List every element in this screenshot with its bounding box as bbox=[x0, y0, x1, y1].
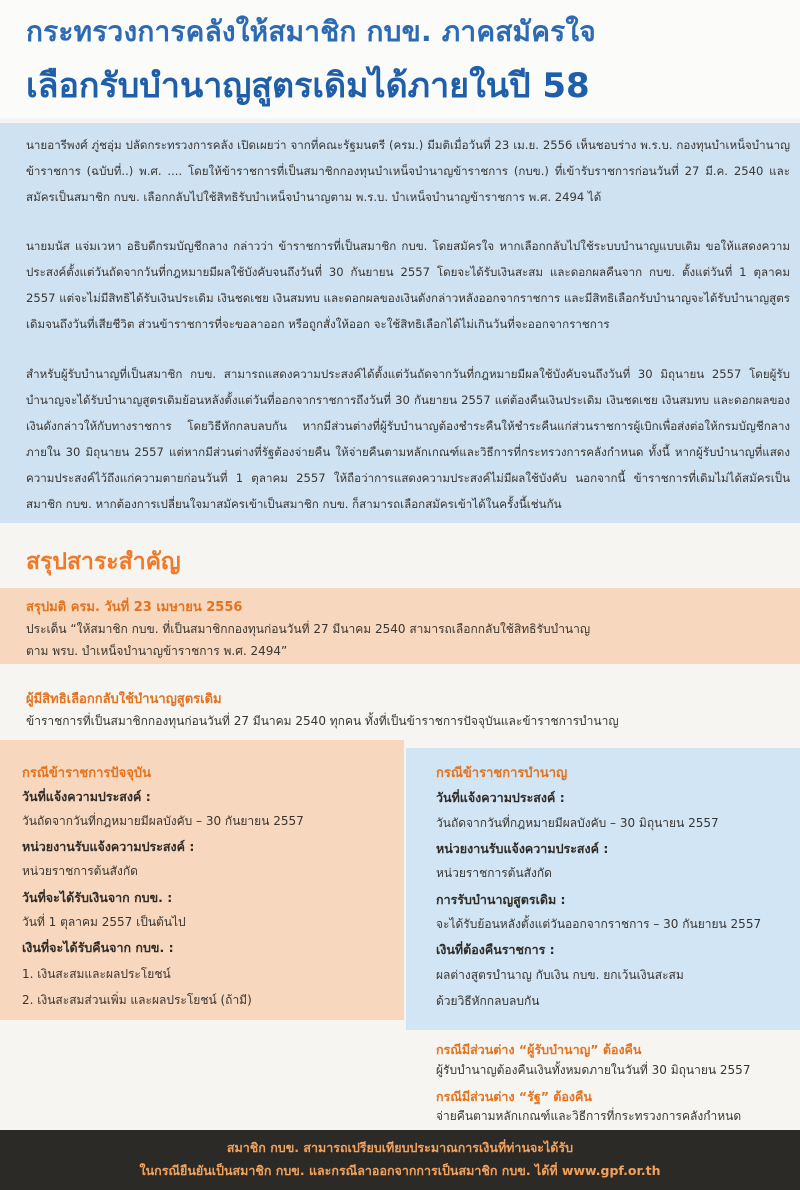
pension-agency-label: หน่วยงานรับแจ้งความประสงค์ : bbox=[436, 841, 609, 856]
header bbox=[0, 0, 800, 118]
pension-formula-value: จะได้รับย้อนหลังตั้งแต่วันออกจากราชการ – 30 กันยายน 2557 bbox=[436, 917, 762, 931]
current-notify-date-label: วันที่แจ้งความประสงค์ : bbox=[22, 789, 151, 804]
pension-formula-label: การรับบำนาญสูตรเดิม : bbox=[436, 892, 566, 907]
pensioners-heading: กรณีข้าราชการบำนาญ bbox=[436, 766, 568, 781]
footer-line-2: ในกรณียืนยันเป็นสมาชิก กบข. และกรณีลาออกจากการเป็นสมาชิก กบข. ได้ที่ www.gpf.or.th bbox=[139, 1163, 661, 1178]
pension-return-line-2: ด้วยวิธีหักกลบลบกัน bbox=[436, 994, 540, 1008]
pensioner-difference-text: ผู้รับบำนาญต้องคืนเงินทั้งหมดภายในวันที่ 30 มิถุนายน 2557 bbox=[436, 1063, 751, 1077]
current-agency-label: หน่วยงานรับแจ้งความประสงค์ : bbox=[22, 839, 195, 854]
current-refund-item-2: 2. เงินสะสมส่วนเพิ่ม และผลประโยชน์ (ถ้ามี) bbox=[22, 993, 252, 1007]
resolution-text bbox=[26, 618, 590, 662]
current-refund-item-1: 1. เงินสะสมและผลประโยชน์ bbox=[22, 967, 171, 981]
resolution-text-line-1: ประเด็น “ให้สมาชิก กบข. ที่เป็นสมาชิกกองทุนก่อนวันที่ 27 มีนาคม 2540 สามารถเลือกกลับใช้สิทธิรับบำนาญ bbox=[26, 622, 591, 636]
summary-title: สรุปสาระสำคัญ bbox=[26, 549, 181, 575]
article-paragraph-2: นายมนัส แจ่มเวหา อธิบดีกรมบัญชีกลาง กล่าวว่า ข้าราชการที่เป็นสมาชิก กบข. โดยสมัครใจ หากเลือกกลับไปใช้ระบบบำนาญแบบเดิม ขอให้แสดงความประสงค์ตั้งแต่วันถัดจากวันที่กฎหมายมีผลใช้บังคับจนถึงวันที่ 30 กันยายน 2557 โดยจะได้รับเงินสะสม และดอกผลคืนจาก กบข. ตั้งแต่วันที่ 1 ตุลาคม 2557 แต่จะไม่มีสิทธิได้รับเงินประเดิม เงินชดเชย เงินสมทบ และดอกผลของเงินดังกล่าวหลังออกจากราชการ และมีสิทธิเลือกรับบำนาญจะได้รับบำนาญสูตรเดิมจนถึงวันที่เสียชีวิต ส่วนข้าราชการที่จะขอลาออก หรือถูกสั่งให้ออก จะใช้สิทธิเลือกได้ไม่เกินวันที่จะออกจากราชการ bbox=[26, 239, 790, 331]
pensioners-panel bbox=[406, 748, 800, 1030]
pension-return-line-1: ผลต่างสูตรบำนาญ กับเงิน กบข. ยกเว้นเงินสะสม bbox=[436, 968, 684, 982]
pensioner-difference-heading: กรณีมีส่วนต่าง “ผู้รับบำนาญ” ต้องคืน bbox=[436, 1042, 642, 1057]
state-difference-heading: กรณีมีส่วนต่าง “รัฐ” ต้องคืน bbox=[436, 1089, 592, 1104]
current-payment-date-label: วันที่จะได้รับเงินจาก กบข. : bbox=[22, 890, 173, 905]
page-title-line-1: กระทรวงการคลังให้สมาชิก กบข. ภาคสมัครใจ bbox=[26, 15, 596, 48]
resolution-text-line-2: ตาม พรบ. บำเหน็จบำนาญข้าราชการ พ.ศ. 2494” bbox=[26, 644, 288, 658]
current-officials-panel bbox=[0, 740, 404, 1020]
article-paragraph-1: นายอารีพงศ์ ภู่ชอุ่ม ปลัดกระทรวงการคลัง เปิดเผยว่า จากที่คณะรัฐมนตรี (ครม.) มีมติเมื่อวันที่ 23 เม.ย. 2556 เห็นชอบร่าง พ.ร.บ. กองทุนบำเหน็จบำนาญข้าราชการ (ฉบับที่..) พ.ศ. .... โดยให้ข้าราชการที่เป็นสมาชิกกองทุนบำเหน็จบำนาญข้าราชการ (กบข.) ที่เข้ารับราชการก่อนวันที่ 27 มี.ค. 2540 และสมัครเป็นสมาชิก กบข. เลือกกลับไปใช้สิทธิรับบำเหน็จบำนาญตาม พ.ร.บ. บำเหน็จบำนาญข้าราชการ พ.ศ. 2494 ได้ bbox=[26, 138, 790, 204]
current-notify-date-value: วันถัดจากวันที่กฎหมายมีผลบังคับ – 30 กันยายน 2557 bbox=[22, 814, 304, 828]
pension-notify-date-value: วันถัดจากวันที่กฎหมายมีผลบังคับ – 30 มิถุนายน 2557 bbox=[436, 816, 719, 830]
pension-agency-value: หน่วยราชการต้นสังกัด bbox=[436, 866, 552, 880]
article-paragraph-3: สำหรับผู้รับบำนาญที่เป็นสมาชิก กบข. สามารถแสดงความประสงค์ได้ตั้งแต่วันถัดจากวันที่กฎหมายมีผลใช้บังคับจนถึงวันที่ 30 มิถุนายน 2557 โดยผู้รับบำนาญจะได้รับบำนาญสูตรเดิมย้อนหลังตั้งแต่วันที่ออกจากราชการถึงวันที่ 30 กันยายน 2557 แต่ต้องคืนเงินประเดิม เงินชดเชย เงินสมทบ และดอกผลของเงินดังกล่าวให้กับทางราชการ โดยวิธีหักกลบลบกัน หากมีส่วนต่างที่ผู้รับบำนาญต้องชำระคืนให้ชำระคืนแก่ส่วนราชการผู้เบิกเพื่อส่งต่อให้กรมบัญชีกลางภายใน 30 มิถุนายน 2557 แต่หากมีส่วนต่างที่รัฐต้องจ่ายคืน ให้จ่ายคืนตามหลักเกณฑ์และวิธีการที่กระทรวงการคลังกำหนด ทั้งนี้ หากผู้รับบำนาญที่แสดงความประสงค์ไว้ถึงแก่ความตายก่อนวันที่ 1 ตุลาคม 2557 ให้ถือว่าการแสดงความประสงค์ไม่มีผลใช้บังคับ นอกจากนี้ ข้าราชการที่เดิมไม่ได้สมัครเป็นสมาชิก กบข. หากต้องการเปลี่ยนใจมาสมัครเข้าเป็นสมาชิก กบข. ก็สามารถเลือกสมัครเข้าได้ในครั้งนี้เช่นกัน bbox=[26, 367, 790, 511]
eligible-text: ข้าราชการที่เป็นสมาชิกกองทุนก่อนวันที่ 27 มีนาคม 2540 ทุกคน ทั้งที่เป็นข้าราชการปัจจุบันและข้าราชการบำนาญ bbox=[26, 714, 619, 728]
footer bbox=[0, 1130, 800, 1190]
footer-line-1: สมาชิก กบข. สามารถเปรียบเทียบประมาณการเงินที่ท่านจะได้รับ bbox=[226, 1140, 574, 1155]
page-title-line-2: เลือกรับบำนาญสูตรเดิมได้ภายในปี 58 bbox=[26, 66, 590, 106]
pension-notify-date-label: วันที่แจ้งความประสงค์ : bbox=[436, 790, 565, 805]
current-officials-heading: กรณีข้าราชการปัจจุบัน bbox=[22, 766, 151, 781]
resolution-heading: สรุปมติ ครม. วันที่ 23 เมษายน 2556 bbox=[26, 600, 243, 615]
current-agency-value: หน่วยราชการต้นสังกัด bbox=[22, 864, 138, 878]
current-payment-date-value: วันที่ 1 ตุลาคม 2557 เป็นต้นไป bbox=[22, 915, 186, 929]
pension-return-label: เงินที่ต้องคืนราชการ : bbox=[436, 942, 555, 957]
eligible-heading: ผู้มีสิทธิเลือกกลับใช้บำนาญสูตรเดิม bbox=[26, 692, 222, 707]
state-difference-text: จ่ายคืนตามหลักเกณฑ์และวิธีการที่กระทรวงการคลังกำหนด bbox=[436, 1109, 742, 1123]
current-refund-label: เงินที่จะได้รับคืนจาก กบข. : bbox=[22, 940, 174, 955]
